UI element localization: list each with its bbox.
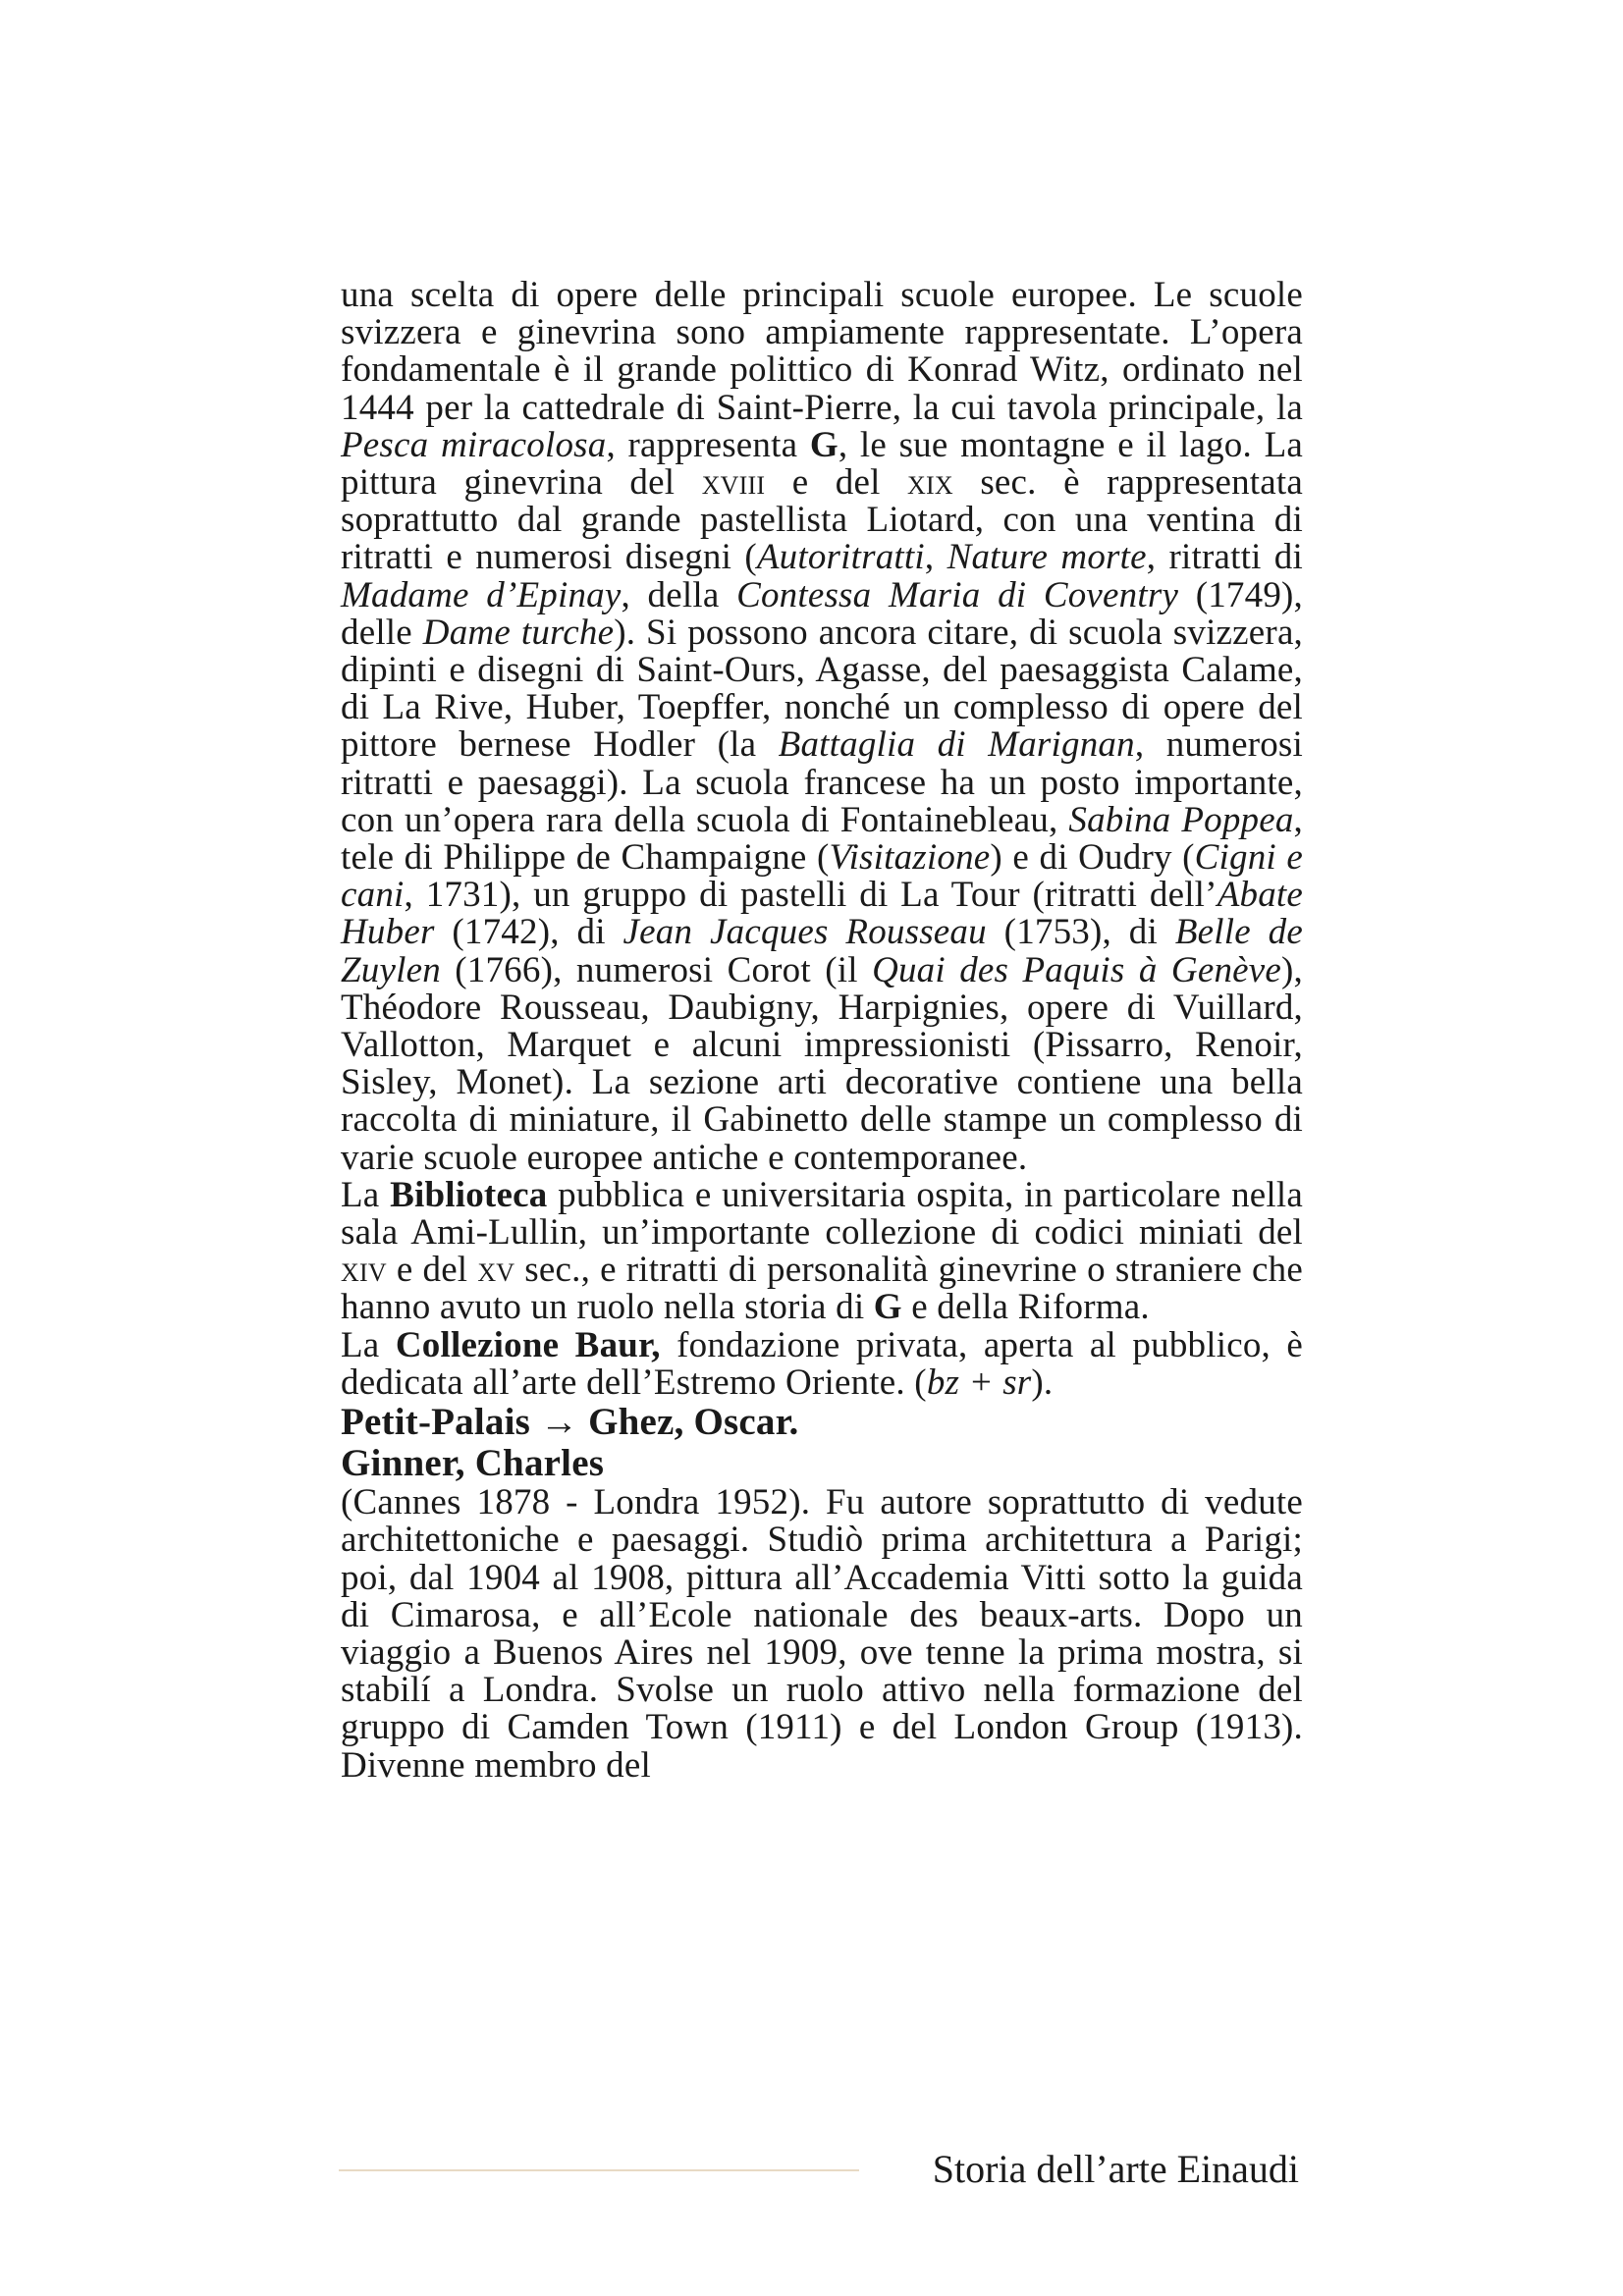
- city-abbrev: G: [809, 424, 839, 465]
- institution-name: Collezione Baur,: [395, 1324, 661, 1365]
- entry-body: (Cannes 1878 - Londra 1952). Fu autore soprattutto di vedute architettoniche e paesaggi. Studiò prima architettura a Parigi; poi, dal 1904 al 1908, pittura all’Accademia Vitti sotto la guida di Cimarosa, e all’Ecole nationale des beaux-arts. Dopo un viaggio a Buenos Aires nel 1909, ove tenne la prima mostra, si stabilí a Londra. Svolse un ruolo attivo nella formazione del gruppo di Camden Town (1911) e del London Group (1913). Divenne membro del: [341, 1482, 1303, 1786]
- century-numeral: xix: [907, 462, 953, 504]
- author-initials: bz + sr: [926, 1362, 1032, 1403]
- century-numeral: xiv: [341, 1250, 387, 1291]
- century-numeral: xviii: [701, 462, 766, 504]
- artwork-title: Dame turche: [422, 612, 615, 653]
- artwork-title: Autoritratti: [756, 537, 925, 578]
- artwork-title: Visitazione: [829, 837, 991, 879]
- entry-heading: Ginner, Charles: [341, 1442, 605, 1485]
- cross-reference: [341, 1402, 1303, 1443]
- footer-label: Storia dell’arte Einaudi: [932, 2147, 1299, 2191]
- footer-rule: [339, 2169, 859, 2171]
- page-body: [341, 277, 1303, 1785]
- century-numeral: xv: [477, 1250, 515, 1291]
- xref-source: Petit-Palais: [341, 1401, 531, 1444]
- baur-paragraph: La Collezione Baur, fondazione privata, aperta al pubblico, è dedicata all’arte dell’Estremo Oriente. (bz + sr).: [341, 1324, 1304, 1403]
- artwork-title: Quai des Paquis à Genève: [872, 949, 1282, 990]
- artwork-title: Cigni e cani: [341, 837, 1303, 916]
- artwork-title: Jean Jacques Rousseau: [622, 912, 987, 953]
- biblioteca-paragraph: La Biblioteca pubblica e universitaria ospita, in particolare nella sala Ami-Lullin, un’importante collezione di codici miniati del xiv e del xv sec., e ritratti di personalità ginevrine o straniere che hanno avuto un ruolo nella storia di G e della Riforma.: [341, 1174, 1304, 1328]
- city-abbrev: G: [873, 1287, 902, 1328]
- artwork-title: Sabina Poppea: [1068, 799, 1294, 840]
- artwork-title: Contessa Maria di Coventry: [736, 574, 1179, 615]
- artwork-title: Madame d’Epinay: [341, 574, 622, 615]
- artwork-title: Battaglia di Marignan: [778, 724, 1135, 766]
- arrow-icon: →: [539, 1401, 579, 1444]
- xref-target: Ghez, Oscar.: [588, 1401, 799, 1444]
- artwork-title: Nature morte: [947, 537, 1147, 578]
- artwork-title: Abate Huber: [341, 875, 1303, 953]
- artwork-title: Pesca miracolosa: [341, 424, 607, 465]
- artwork-title: Belle de Zuylen: [341, 912, 1303, 990]
- institution-name: Biblioteca: [390, 1174, 548, 1215]
- museum-paragraph: una scelta di opere delle principali scuole europee. Le scuole svizzera e ginevrina sono ampiamente rappresentate. L’opera fondamentale è il grande polittico di Konrad Witz, ordinato nel 1444 per la cattedrale di Saint-Pierre, la cui tavola principale, la Pesca miracolosa, rappresenta G, le sue montagne e il lago. La pittura ginevrina del xviii e del xix sec. è rappresentata soprattutto dal grande pastellista Liotard, con una ventina di ritratti e numerosi disegni (Autoritratti, Nature morte, ritratti di Madame d’Epinay, della Contessa Maria di Coventry (1749), delle Dame turche). Si possono ancora citare, di scuola svizzera, dipinti e disegni di Saint-Ours, Agasse, del paesaggista Calame, di La Rive, Huber, Toepffer, nonché un complesso di opere del pittore bernese Hodler (la Battaglia di Marignan, numerosi ritratti e paesaggi). La scuola francese ha un posto importante, con un’opera rara della scuola di Fontainebleau, Sabina Poppea, tele di Philippe de Champaigne (Visitazione) e di Oudry (Cigni e cani, 1731), un gruppo di pastelli di La Tour (ritratti dell’Abate Huber (1742), di Jean Jacques Rousseau (1753), di Belle de Zuylen (1766), numerosi Corot (il Quai des Paquis à Genève), Théodore Rousseau, Daubigny, Harpignies, opere di Vuillard, Vallotton, Marquet e alcuni impressionisti (Pissarro, Renoir, Sisley, Monet). La sezione arti decorative contiene una bella raccolta di miniature, il Gabinetto delle stampe un complesso di varie scuole europee antiche e contemporanee.: [341, 275, 1304, 1178]
